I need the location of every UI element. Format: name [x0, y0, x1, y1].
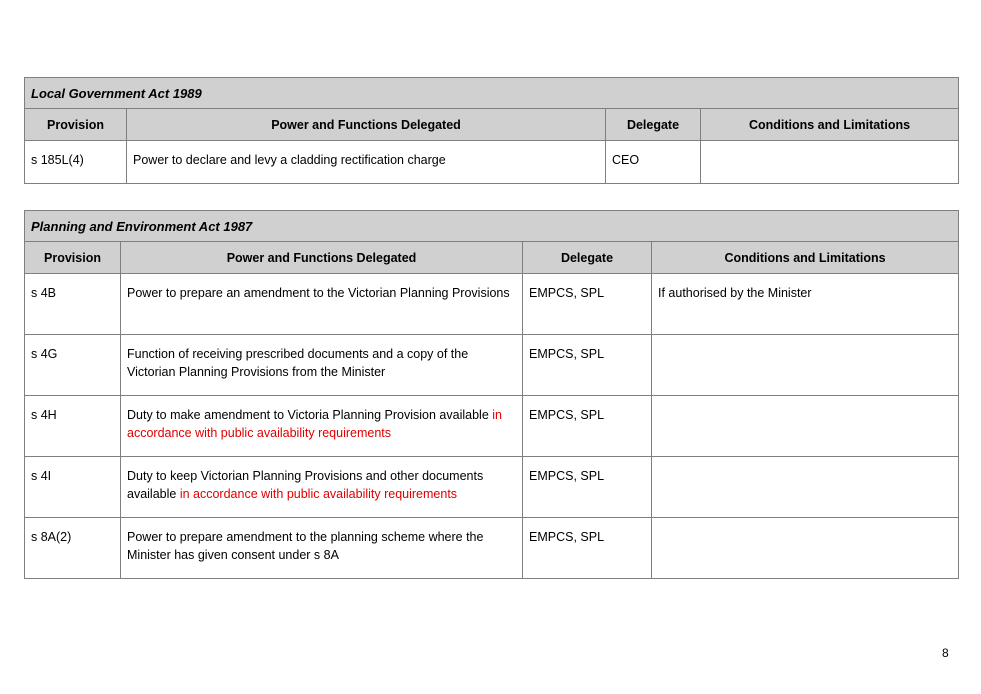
provision-cell: s 4I [25, 457, 121, 518]
conditions-cell: If authorised by the Minister [652, 274, 959, 335]
delegate-cell: EMPCS, SPL [523, 518, 652, 579]
power-text: Power to prepare amendment to the planning scheme where the Minister has given consent under s 8A [127, 530, 484, 562]
table-row [25, 335, 959, 396]
power-text: Duty to keep Victorian Planning Provisions and other documents available [127, 469, 484, 501]
power-cell [121, 518, 523, 579]
column-header-power: Power and Functions Delegated [127, 109, 606, 141]
power-cell [121, 274, 523, 335]
table-title: Planning and Environment Act 1987 [25, 211, 959, 242]
table-row [25, 457, 959, 518]
power-cell [121, 335, 523, 396]
column-header-delegate: Delegate [523, 242, 652, 274]
local-government-act-table [24, 77, 959, 184]
provision-cell: s 4B [25, 274, 121, 335]
conditions-cell [652, 518, 959, 579]
provision-cell: s 8A(2) [25, 518, 121, 579]
power-text-highlight: in accordance with public availability requirements [127, 408, 502, 440]
column-header-delegate: Delegate [606, 109, 701, 141]
table-row [25, 141, 959, 184]
page-number: 8 [942, 646, 949, 660]
table-row [25, 274, 959, 335]
conditions-cell [652, 335, 959, 396]
power-text-highlight: in accordance with public availability requirements [179, 487, 458, 501]
conditions-cell [652, 396, 959, 457]
provision-cell: s 4H [25, 396, 121, 457]
power-text: Power to prepare an amendment to the Victorian Planning Provisions [127, 286, 510, 300]
column-header-conditions: Conditions and Limitations [652, 242, 959, 274]
provision-cell: s 185L(4) [25, 141, 127, 184]
power-cell [121, 396, 523, 457]
power-cell: Power to declare and levy a cladding rectification charge [127, 141, 606, 184]
delegate-cell: EMPCS, SPL [523, 335, 652, 396]
table-title: Local Government Act 1989 [25, 78, 959, 109]
column-header-provision: Provision [25, 242, 121, 274]
conditions-cell [701, 141, 959, 184]
provision-cell: s 4G [25, 335, 121, 396]
conditions-cell [652, 457, 959, 518]
delegate-cell: EMPCS, SPL [523, 396, 652, 457]
table-row [25, 396, 959, 457]
column-header-provision: Provision [25, 109, 127, 141]
power-text: Function of receiving prescribed documents and a copy of the Victorian Planning Provisions from the Minister [127, 347, 469, 379]
power-text: Duty to make amendment to Victoria Planning Provision available [127, 408, 493, 422]
power-cell [121, 457, 523, 518]
table-row [25, 518, 959, 579]
planning-environment-act-table [24, 210, 959, 579]
delegate-cell: CEO [606, 141, 701, 184]
column-header-conditions: Conditions and Limitations [701, 109, 959, 141]
column-header-power: Power and Functions Delegated [121, 242, 523, 274]
delegate-cell: EMPCS, SPL [523, 457, 652, 518]
delegate-cell: EMPCS, SPL [523, 274, 652, 335]
